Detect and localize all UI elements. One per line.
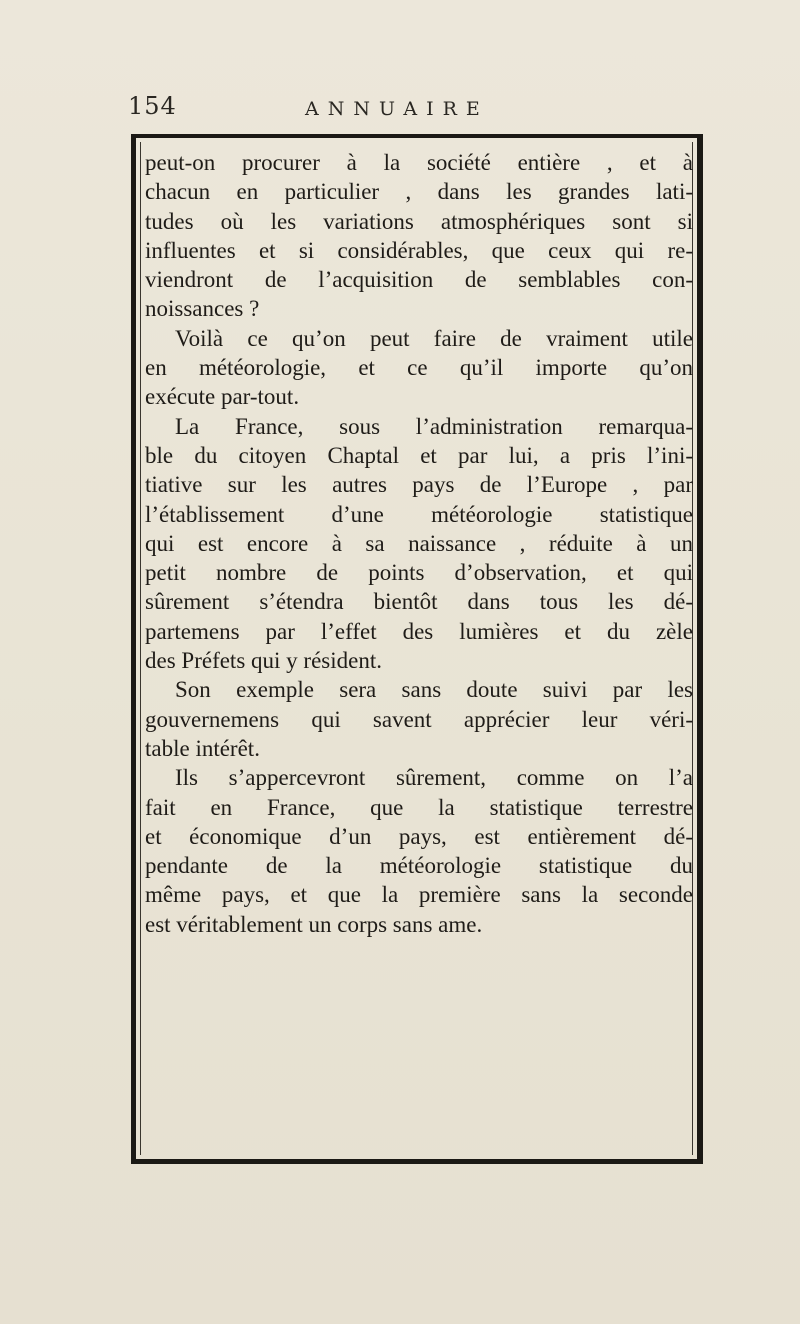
text-line: l’établissement d’une météorologie statistique [145,501,693,527]
text-line: en météorologie, et ce qu’il importe qu’on [145,355,693,381]
text-line: Son exemple sera sans doute suivi par les [175,677,693,703]
text-line: table intérêt. [145,735,260,761]
text-line: Ils s’appercevront sûrement, comme on l’a [175,765,693,791]
running-head: ANNUAIRE [305,98,489,120]
page-number: 154 [128,92,177,120]
text-line: et économique d’un pays, est entièrement dé- [145,823,693,849]
text-line: noissances ? [145,296,260,322]
text-line: peut-on procurer à la société entière , et à [145,150,693,175]
text-line: tiative sur les autres pays de l’Europe , par [145,472,693,498]
text-line: des Préfets qui y résident. [145,648,382,674]
text-line: partemens par l’effet des lumières et du zèle [145,618,693,644]
text-line: tudes où les variations atmosphériques sont si [145,208,693,234]
text-line: pendante de la météorologie statistique du [145,853,693,879]
text-line: Voilà ce qu’on peut faire de vraiment utile [175,325,693,351]
text-line: exécute par-tout. [145,384,300,410]
text-line: même pays, et que la première sans la seconde [145,882,693,908]
text-line: petit nombre de points d’observation, et qui [145,560,693,586]
text-line: viendront de l’acquisition de semblables con- [145,267,693,293]
text-line: qui est encore à sa naissance , réduite à un [145,530,693,556]
text-line: La France, sous l’administration remarqua- [175,413,693,439]
text-line: influentes et si considérables, que ceux qui re- [145,237,693,263]
text-line: gouvernemens qui savent apprécier leur véri- [145,706,693,732]
text-line: chacun en particulier , dans les grandes lati- [145,179,693,205]
text-line: sûrement s’étendra bientôt dans tous les dé- [145,589,693,615]
body-text [145,148,693,939]
text-line: est véritablement un corps sans ame. [145,911,483,937]
text-line: fait en France, que la statistique terrestre [145,794,693,820]
text-line: ble du citoyen Chaptal et par lui, a pris l’ini- [145,442,693,468]
